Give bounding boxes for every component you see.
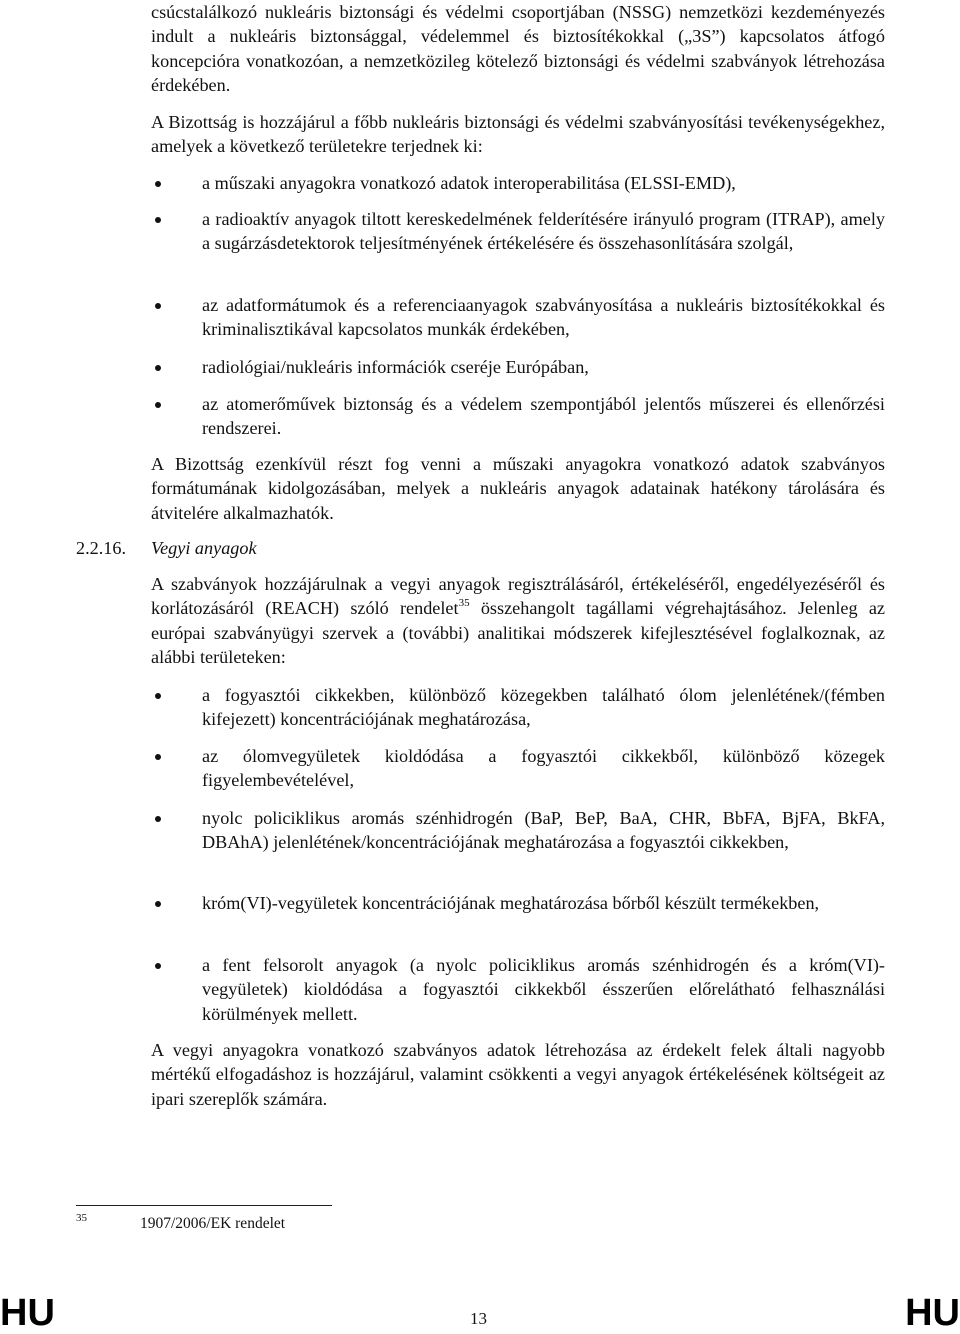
nuclear-lead-paragraph: A Bizottság is hozzájárul a főbb nukleáris biztonsági és védelmi szabványosítási tevékenységekhez, amelyek a következő területekre terjednek ki:: [151, 112, 885, 157]
footnote-number: 35: [76, 1212, 87, 1224]
list-item-text: az adatformátumok és a referenciaanyagok szabványosítása a nukleáris biztosítékokkal és kriminalisztikával kapcsolatos munkák érdekében,: [202, 295, 885, 340]
list-item: [151, 293, 885, 342]
bullet-icon: [155, 365, 161, 371]
list-item: [151, 806, 885, 855]
list-item: [151, 683, 885, 732]
list-item: [151, 207, 885, 256]
bullet-icon: [155, 217, 161, 223]
chemicals-lead-block: [151, 572, 885, 670]
section-number: 2.2.16.: [76, 538, 127, 558]
bullet-icon: [155, 754, 161, 760]
chemicals-lead-text-1: A szabványok hozzájárulnak a vegyi anyagok regisztrálásáról, értékeléséről, engedélyezéséről és korlátozásáról (REACH) szóló rendelet: [151, 574, 885, 619]
bullet-icon: [155, 816, 161, 822]
chemicals-closing-block: [151, 1038, 885, 1111]
list-item-text: radiológiai/nukleáris információk cseréje Európában,: [202, 357, 589, 377]
list-item: [151, 392, 885, 441]
list-item-text: nyolc policiklikus aromás szénhidrogén (BaP, BeP, BaA, CHR, BbFA, BjFA, BkFA, DBAhA) jelenlétének/koncentrációjának meghatározása a fogyasztói cikkekben,: [202, 808, 885, 853]
chemicals-lead-text-2: összehangolt tagállami végrehajtásához. Jelenleg az európai szabványügyi szervek a (további) analitikai módszerek kifejlesztésével foglalkoznak, az alábbi területeken:: [151, 598, 885, 668]
list-item: [151, 891, 885, 915]
list-item: [151, 171, 885, 195]
bullet-icon: [155, 901, 161, 907]
nuclear-closing-paragraph: A Bizottság ezenkívül részt fog venni a műszaki anyagokra vonatkozó adatok szabványos formátumának kidolgozásában, melyek a nukleáris anyagok adatainak hatékony tárolására és átvitelére alkalmazhatók.: [151, 454, 885, 523]
section-title: Vegyi anyagok: [151, 538, 257, 558]
chemicals-closing-paragraph: A vegyi anyagokra vonatkozó szabványos adatok létrehozása az érdekelt felek általi nagyobb mértékű elfogadáshoz is hozzájárul, valamint csökkenti a vegyi anyagok értékelésének költségeit az ipari szereplők számára.: [151, 1040, 885, 1109]
list-item-text: a radioaktív anyagok tiltott kereskedelmének felderítésére irányuló program (ITRAP), amely a sugárzásdetektorok teljesítményének értékelésére és összehasonlítására szolgál,: [202, 209, 885, 254]
list-item-text: a műszaki anyagokra vonatkozó adatok interoperabilitása (ELSSI-EMD),: [202, 173, 736, 193]
footnote-reference[interactable]: 35: [458, 597, 470, 610]
list-item-text: a fogyasztói cikkekben, különböző közegekben található ólom jelenlétének/(fémben kifejezett) koncentrációjának meghatározása,: [202, 685, 885, 730]
list-item: [151, 355, 885, 379]
list-item-text: a fent felsorolt anyagok (a nyolc policiklikus aromás szénhidrogén és a króm(VI)-vegyületek) kioldódása a fogyasztói cikkekből ésszerűen előrelátható felhasználási körülmények mellett.: [202, 955, 885, 1024]
bullet-icon: [155, 963, 161, 969]
intro-block: [151, 0, 885, 98]
footnote-text: 1907/2006/EK rendelet: [140, 1215, 286, 1232]
bullet-icon: [155, 402, 161, 408]
bullet-icon: [155, 303, 161, 309]
language-code-right: HU: [905, 1292, 960, 1334]
chemicals-lead-paragraph: [151, 572, 885, 670]
bullet-icon: [155, 181, 161, 187]
footnote-divider: [76, 1205, 332, 1206]
bullet-icon: [155, 693, 161, 699]
list-item: [151, 744, 885, 793]
intro-paragraph: csúcstalálkozó nukleáris biztonsági és védelmi csoportjában (NSSG) nemzetközi kezdeményezés indult a nukleáris biztonsággal, védelemmel és biztosítékokkal („3S”) kapcsolatos átfogó koncepcióra vonatkozóan, a nemzetközileg kötelező biztonsági és védelmi szabványok létrehozása érdekében.: [151, 2, 885, 96]
language-code-left: HU: [0, 1292, 55, 1334]
nuclear-lead-block: [151, 110, 885, 159]
page-number: 13: [470, 1309, 487, 1328]
nuclear-closing-block: [151, 452, 885, 525]
list-item-text: az atomerőművek biztonság és a védelem szempontjából jelentős műszerei és ellenőrzési rendszerei.: [202, 394, 885, 439]
list-item-text: az ólomvegyületek kioldódása a fogyasztói cikkekből, különböző közegek figyelembevételével,: [202, 746, 885, 791]
list-item: [151, 953, 885, 1026]
list-item-text: króm(VI)-vegyületek koncentrációjának meghatározása bőrből készült termékekben,: [202, 893, 820, 913]
